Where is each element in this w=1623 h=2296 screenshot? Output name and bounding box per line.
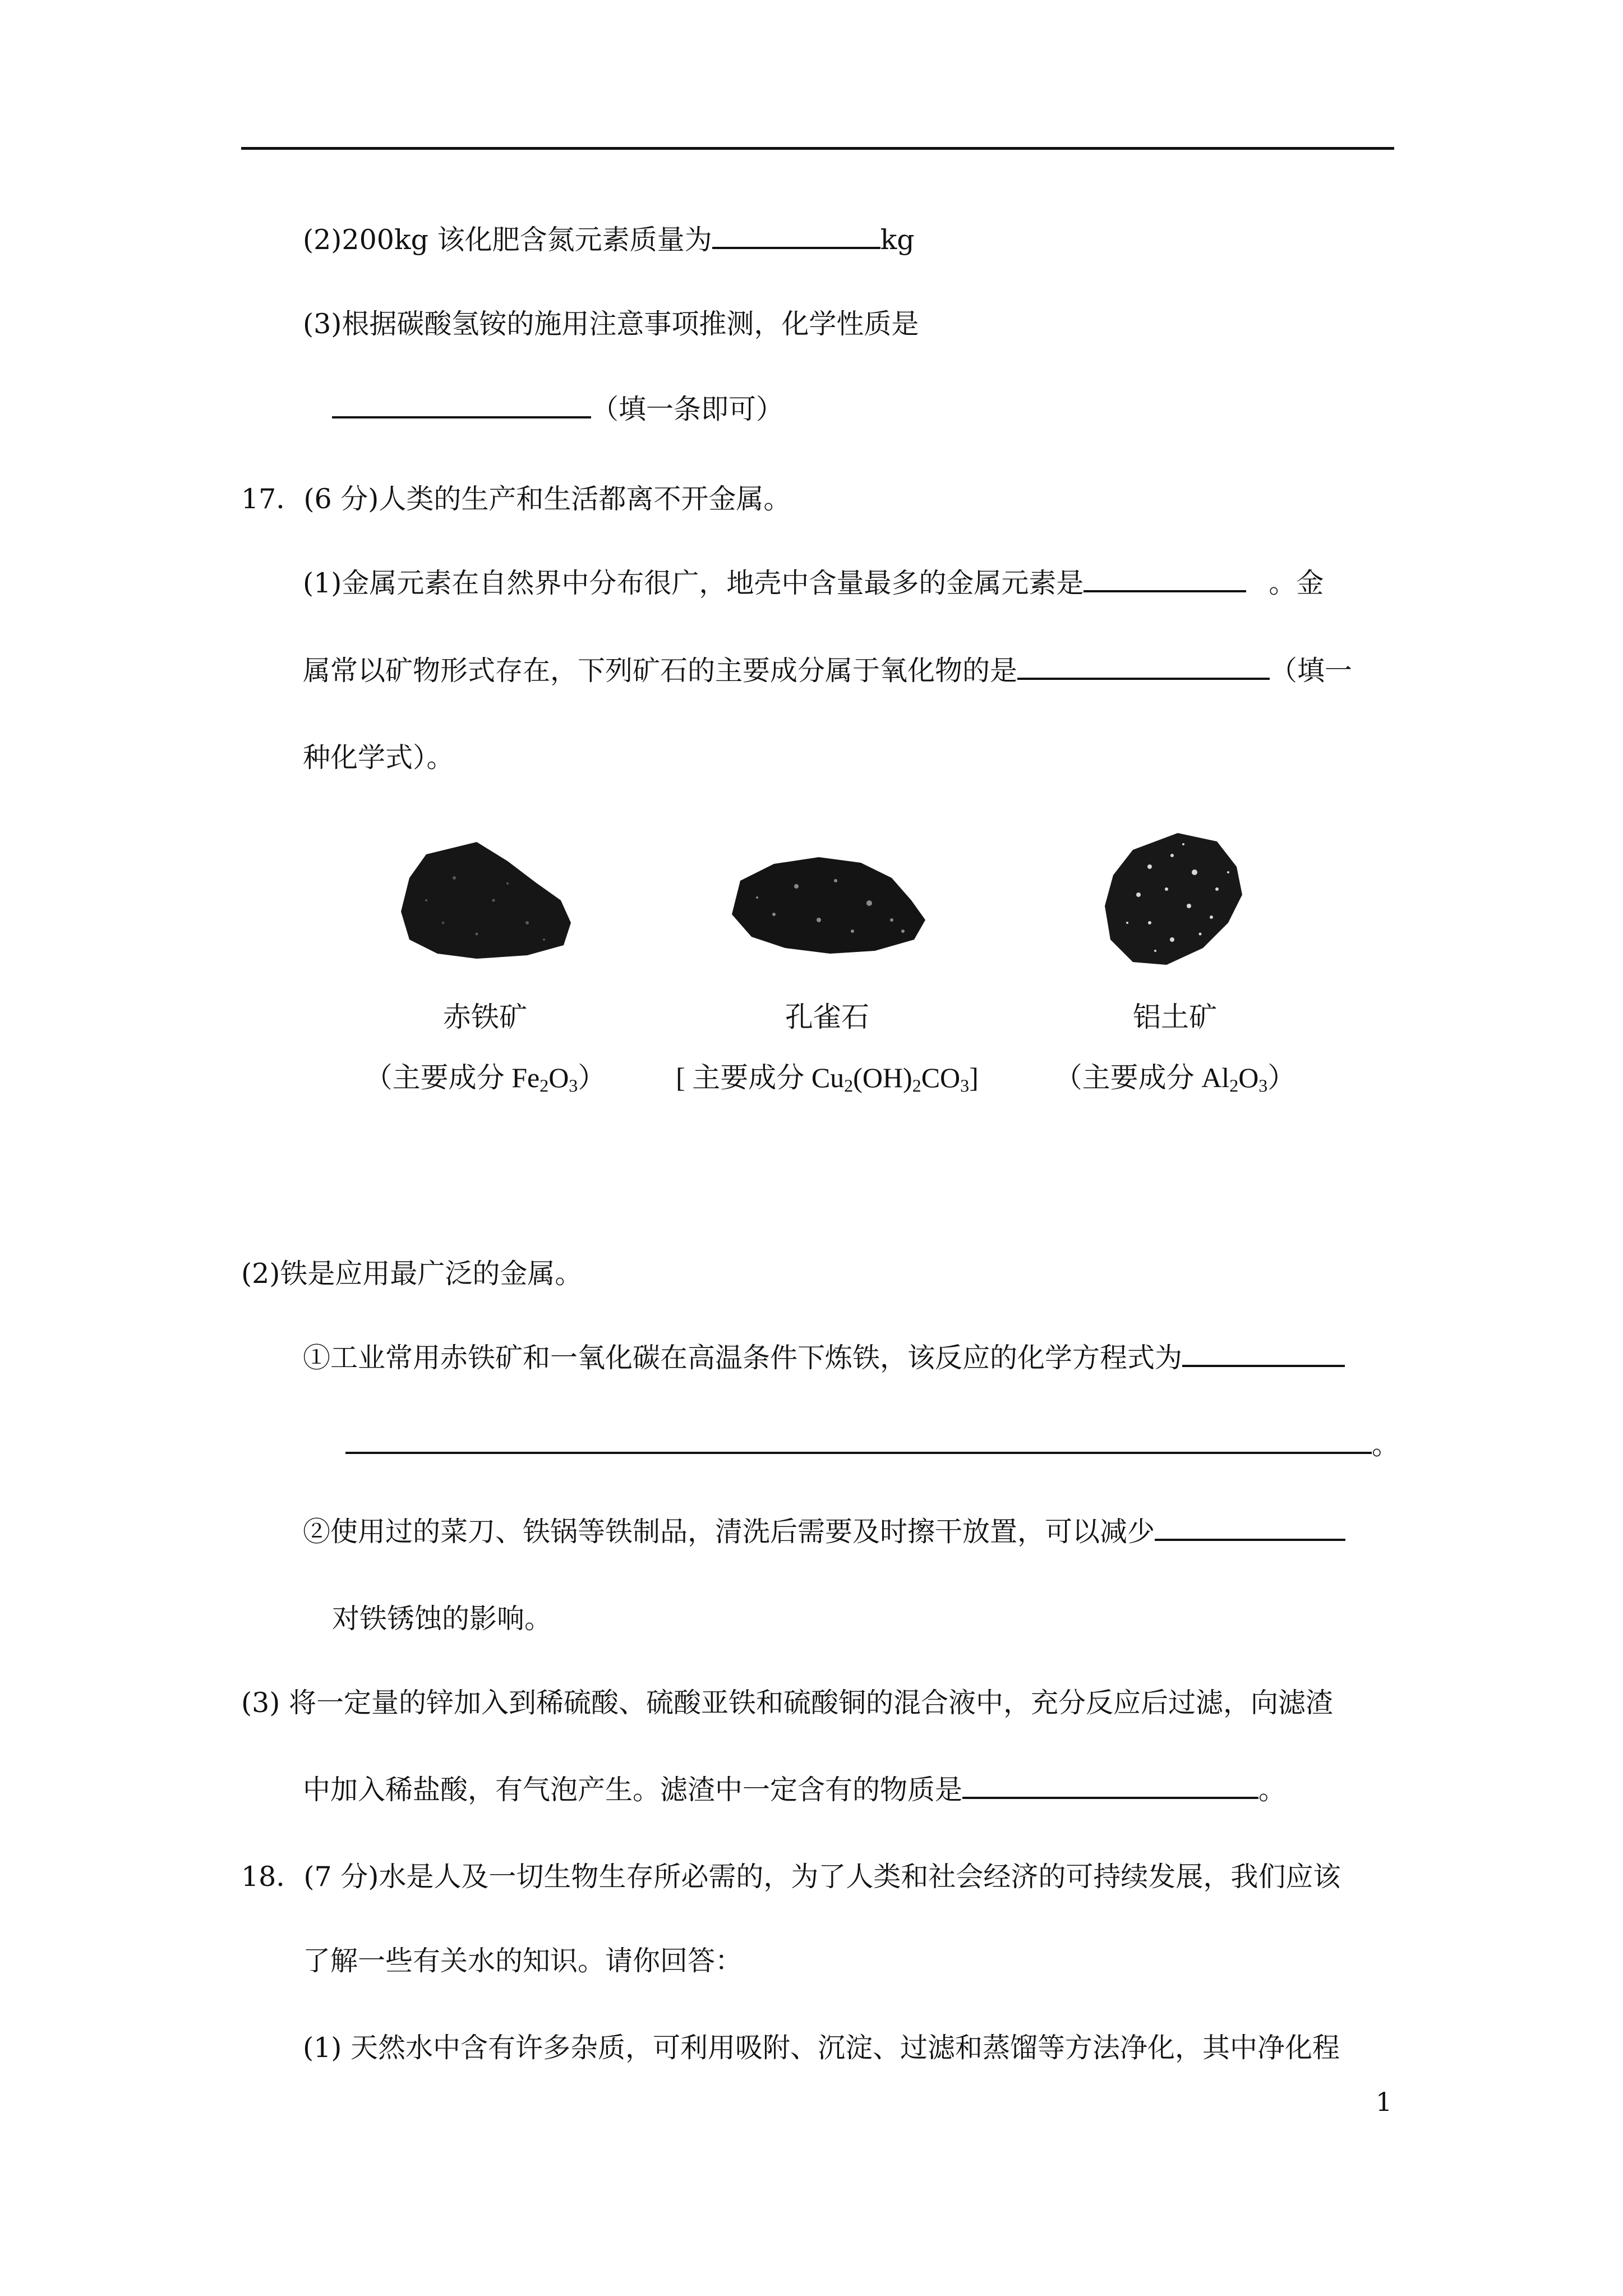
hematite-ore-image [393,839,578,968]
bauxite-name: 铝土矿 [1133,1001,1217,1033]
q17-part1-text-a-end: 。金 [1269,567,1324,599]
q17-part1-text-a: (1)金属元素在自然界中分布很广，地壳中含量最多的金属元素是 [303,567,1084,599]
q17-part1-line-a [303,565,1324,602]
q17-part2-1-line [303,1340,1345,1377]
q18-part1-text: (1) 天然水中含有许多杂质，可利用吸附、沉淀、过滤和蒸馏等方法净化，其中净化程 [303,2032,1340,2064]
q17-heading: 17．(6 分)人类的生产和生活都离不开金属。 [241,483,791,515]
period-text: 。 [1372,1429,1400,1461]
q18-heading: 18．(7 分)水是人及一切生物生存所必需的，为了人类和社会经济的可持续发展，我们应该 [241,1861,1341,1893]
q16-part3-text: (3)根据碳酸氢铵的施用注意事项推测，化学性质是 [303,308,919,340]
q18-text-b: 了解一些有关水的知识。请你回答： [303,1945,743,1977]
answer-blank[interactable] [1155,1514,1345,1541]
q17-part2-1-text: ①工业常用赤铁矿和一氧化碳在高温条件下炼铁，该反应的化学方程式为 [303,1342,1183,1374]
answer-blank[interactable] [712,222,880,249]
answer-blank[interactable] [1083,565,1246,592]
header-rule [241,147,1394,150]
q17-part3-text-a: (3) 将一定量的锌加入到稀硫酸、硫酸亚铁和硫酸铜的混合液中，充分反应后过滤，向滤渣 [241,1687,1333,1719]
malachite-ore-image [723,847,937,959]
hematite-name: 赤铁矿 [443,1001,527,1033]
q17-part3-text-b: 中加入稀盐酸，有气泡产生。滤渣中一定含有的物质是 [303,1774,963,1806]
q16-part3-answer-line [332,391,783,428]
q16-part2-line [303,222,915,259]
composition-suffix: ） [578,1062,606,1093]
q17-part1-text-b: 属常以矿物形式存在，下列矿石的主要成分属于氧化物的是 [303,655,1018,687]
page-number: 1 [1376,2087,1393,2117]
hematite-composition: （主要成分 $Fe_2O_3$） [364,1062,606,1096]
q17-part2-2-text-b: 对铁锈蚀的影响。 [332,1603,552,1635]
q16-part2-text: (2)200kg 该化肥含氮元素质量为 [303,224,712,256]
composition-suffix: ） [1267,1062,1296,1093]
bauxite-composition: （主要成分 $Al_2O_3$） [1054,1062,1296,1096]
malachite-name: 孔雀石 [785,1001,869,1033]
answer-blank[interactable] [332,392,591,418]
composition-suffix: ] [969,1062,979,1093]
q17-part2-heading: (2)铁是应用最广泛的金属。 [241,1258,583,1290]
malachite-composition: [ 主要成分 $Cu_2(OH)_2CO_3$] [676,1062,979,1096]
q17-part2-2-line [303,1513,1345,1550]
answer-blank[interactable] [345,1427,1372,1454]
composition-prefix: （主要成分 [1054,1062,1202,1093]
answer-blank[interactable] [1182,1340,1345,1367]
answer-blank[interactable] [962,1772,1258,1799]
period-text: 。 [1258,1774,1287,1806]
unit-text: kg [880,224,915,256]
q17-part1-line-b [303,652,1352,689]
q17-part1-text-b-end: （填一 [1270,655,1353,687]
composition-prefix: （主要成分 [364,1062,512,1093]
hint-text: （填一条即可） [591,393,784,425]
q17-part1-text-c: 种化学式）。 [303,742,454,774]
answer-blank[interactable] [1017,653,1270,680]
composition-prefix: [ 主要成分 [676,1062,811,1093]
q17-part3-line-b [303,1772,1286,1809]
q17-part2-2-text: ②使用过的菜刀、铁锅等铁制品，清洗后需要及时擦干放置，可以减少 [303,1516,1155,1548]
bauxite-ore-image [1088,827,1256,973]
q17-part2-1-answer-line [345,1427,1399,1464]
